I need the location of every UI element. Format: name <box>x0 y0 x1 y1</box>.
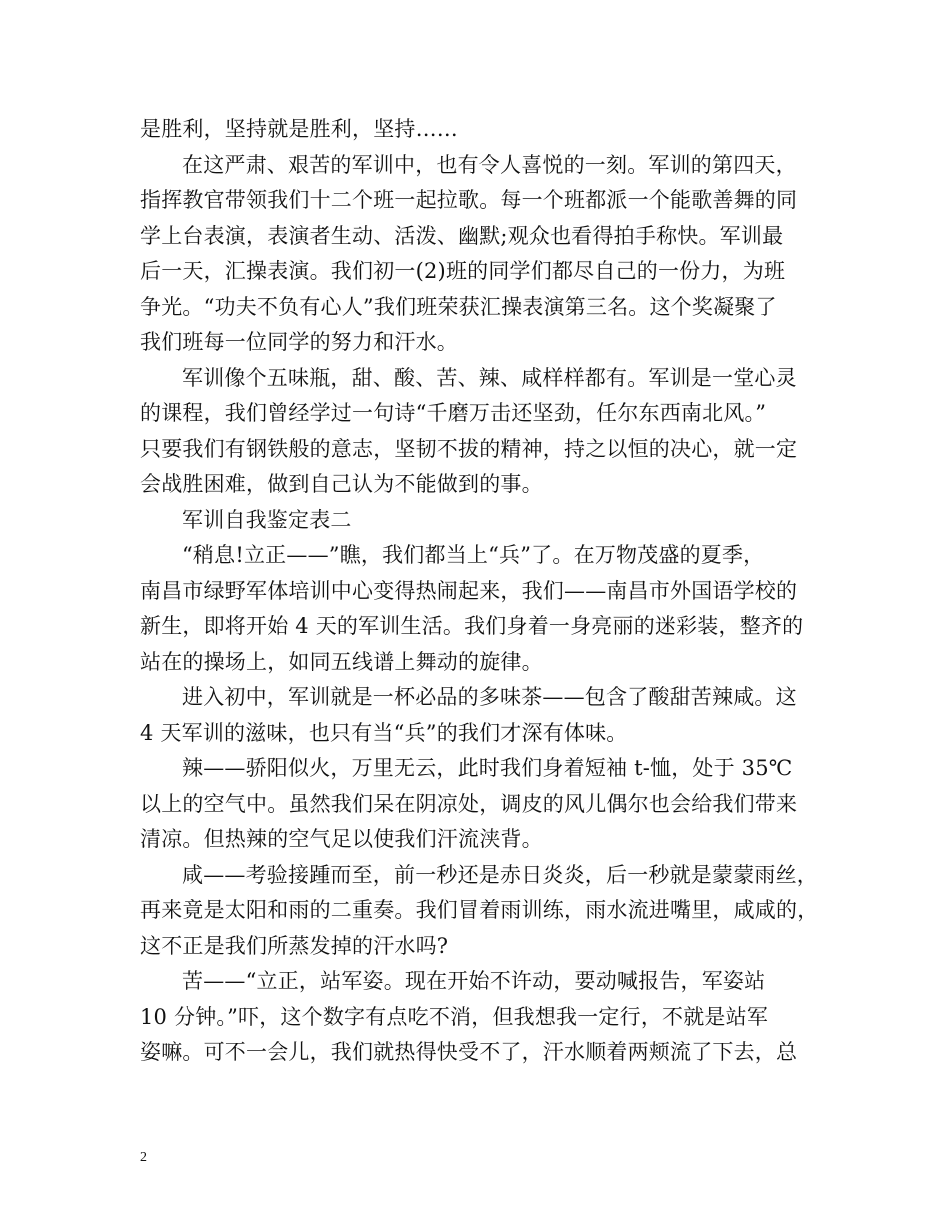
text-line: 进入初中，军训就是一杯必品的多味茶——包含了酸甜苦辣咸。这 <box>182 685 797 709</box>
text-line: 会战胜困难，做到自己认为不能做到的事。 <box>140 472 543 496</box>
body-text <box>140 112 820 1071</box>
text-line: 以上的空气中。虽然我们呆在阴凉处，调皮的风儿偶尔也会给我们带来 <box>140 791 798 816</box>
text-line: 后一天，汇操表演。我们初一(2)班的同学们都尽自己的一份力，为班 <box>140 259 786 283</box>
text-line: 学上台表演，表演者生动、活泼、幽默;观众也看得拍手称快。军训最 <box>140 223 784 248</box>
page-number: 2 <box>140 1150 147 1165</box>
text-line: 的课程，我们曾经学过一句诗“千磨万击还坚劲，任尔东西南北风。” <box>140 401 767 425</box>
text-line: 是胜利，坚持就是胜利，坚持…… <box>140 117 458 141</box>
text-line: 清凉。但热辣的空气足以使我们汗流浃背。 <box>140 827 543 851</box>
text-line: 姿嘛。可不一会儿，我们就热得快受不了，汗水顺着两颊流了下去，总 <box>140 1040 798 1064</box>
text-line: 4 天军训的滋味，也只有当“兵”的我们才深有体味。 <box>140 720 628 745</box>
section-heading: 军训自我鉴定表二 <box>182 507 352 532</box>
text-line: 我们班每一位同学的努力和汗水。 <box>140 330 458 354</box>
text-line: 苦——“立正，站军姿。现在开始不许动，要动喊报告，军姿站 <box>182 969 766 993</box>
text-line: 指挥教官带领我们十二个班一起拉歌。每一个班都派一个能歌善舞的同 <box>140 188 798 212</box>
text-line: 辣——骄阳似火，万里无云，此时我们身着短袖 t-恤，处于 35℃ <box>182 756 793 780</box>
text-line: “稍息!立正——”瞧，我们都当上“兵”了。在万物茂盛的夏季， <box>182 543 765 567</box>
text-line: 争光。“功夫不负有心人”我们班荣获汇操表演第三名。这个奖凝聚了 <box>140 294 777 319</box>
text-line: 新生，即将开始 4 天的军训生活。我们身着一身亮丽的迷彩装，整齐的 <box>140 614 804 638</box>
text-line: 军训像个五味瓶，甜、酸、苦、辣、咸样样都有。军训是一堂心灵 <box>182 365 797 390</box>
text-line: 南昌市绿野军体培训中心变得热闹起来，我们——南昌市外国语学校的 <box>140 578 798 603</box>
text-line: 咸——考验接踵而至，前一秒还是赤日炎炎，后一秒就是蒙蒙雨丝， <box>182 862 818 887</box>
text-line: 只要我们有钢铁般的意志，坚韧不拔的精神，持之以恒的决心，就一定 <box>140 436 798 461</box>
text-line: 站在的操场上，如同五线谱上舞动的旋律。 <box>140 649 543 674</box>
text-line: 这不正是我们所蒸发掉的汗水吗? <box>140 933 449 958</box>
text-line: 在这严肃、艰苦的军训中，也有令人喜悦的一刻。军训的第四天， <box>182 152 797 177</box>
text-line: 再来竟是太阳和雨的二重奏。我们冒着雨训练，雨水流进嘴里，咸咸的， <box>140 898 819 922</box>
text-line: 10 分钟。”吓，这个数字有点吃不消，但我想我一定行，不就是站军 <box>140 1004 769 1029</box>
